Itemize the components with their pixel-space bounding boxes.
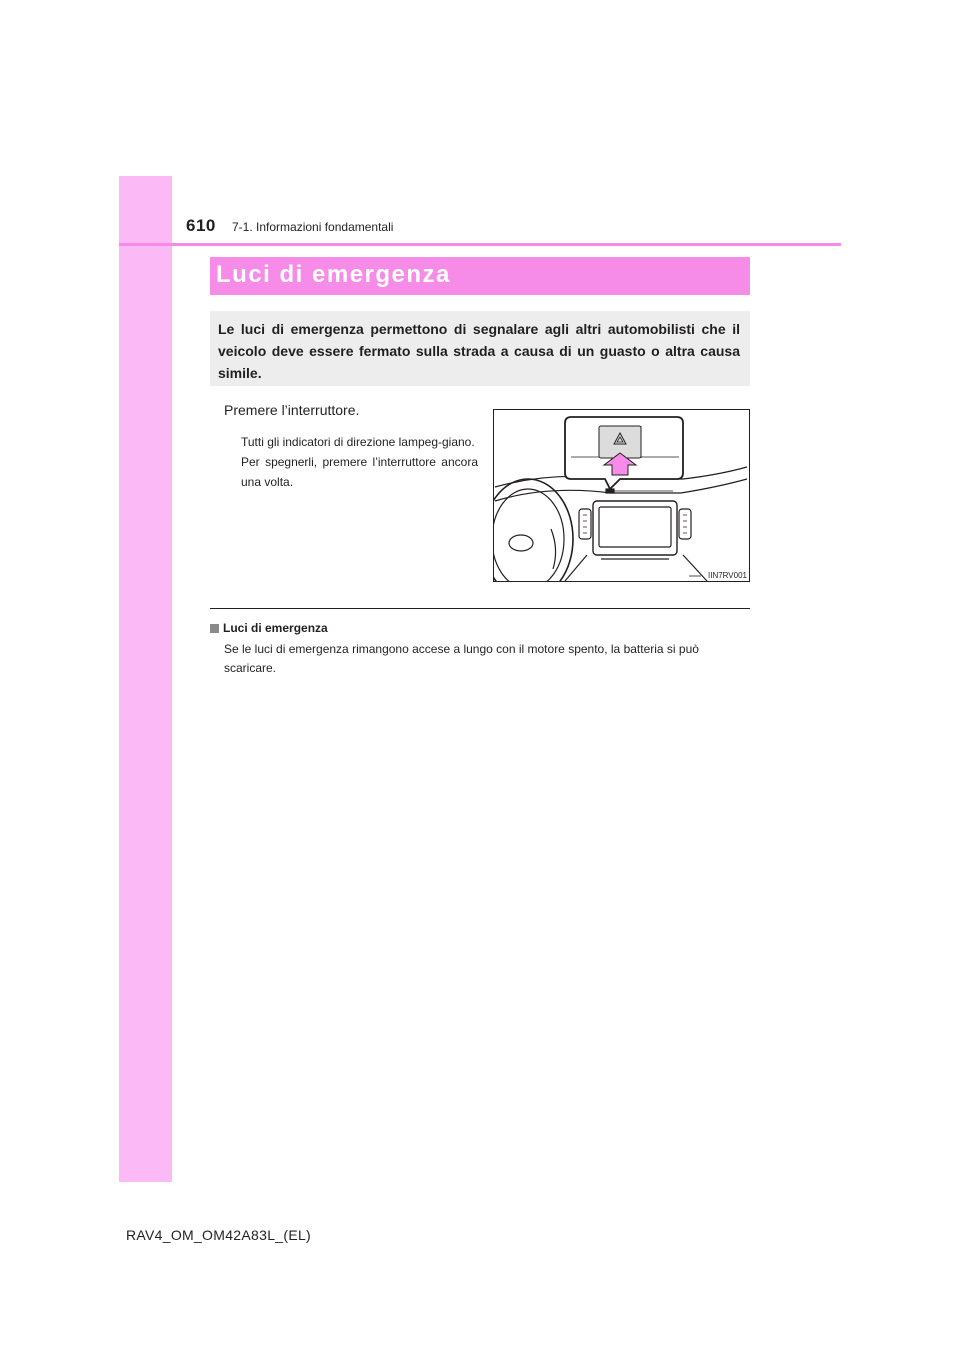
side-tab-strip xyxy=(119,176,172,1182)
page-number: 610 xyxy=(186,216,216,235)
square-bullet-icon xyxy=(210,624,219,633)
instruction-step: Premere l’interruttore. xyxy=(224,402,360,418)
intro-text: Le luci di emergenza permettono di segnalare agli altri automobilisti che il veicolo deve essere fermato sulla strada a causa di un guasto o altra causa simile. xyxy=(218,321,740,381)
note-divider xyxy=(210,608,750,609)
instruction-detail xyxy=(241,432,478,492)
hazard-switch-illustration xyxy=(493,409,750,582)
note-heading-text: Luci di emergenza xyxy=(223,621,328,635)
page-title: Luci di emergenza xyxy=(216,261,451,288)
instruction-detail-line-2: Per spegnerli, premere l’interruttore ancora una volta. xyxy=(241,455,478,489)
figure-code: IIN7RV001 xyxy=(708,571,747,580)
section-reference: 7-1. Informazioni fondamentali xyxy=(232,220,394,234)
note-heading xyxy=(210,621,328,635)
note-text: Se le luci di emergenza rimangono accese a lungo con il motore spento, la batteria si può scaricare. xyxy=(224,642,699,675)
instruction-detail-line-1: Tutti gli indicatori di direzione lampeg-giano. xyxy=(241,435,475,449)
document-code: RAV4_OM_OM42A83L_(EL) xyxy=(126,1227,312,1243)
header-divider xyxy=(119,243,841,246)
